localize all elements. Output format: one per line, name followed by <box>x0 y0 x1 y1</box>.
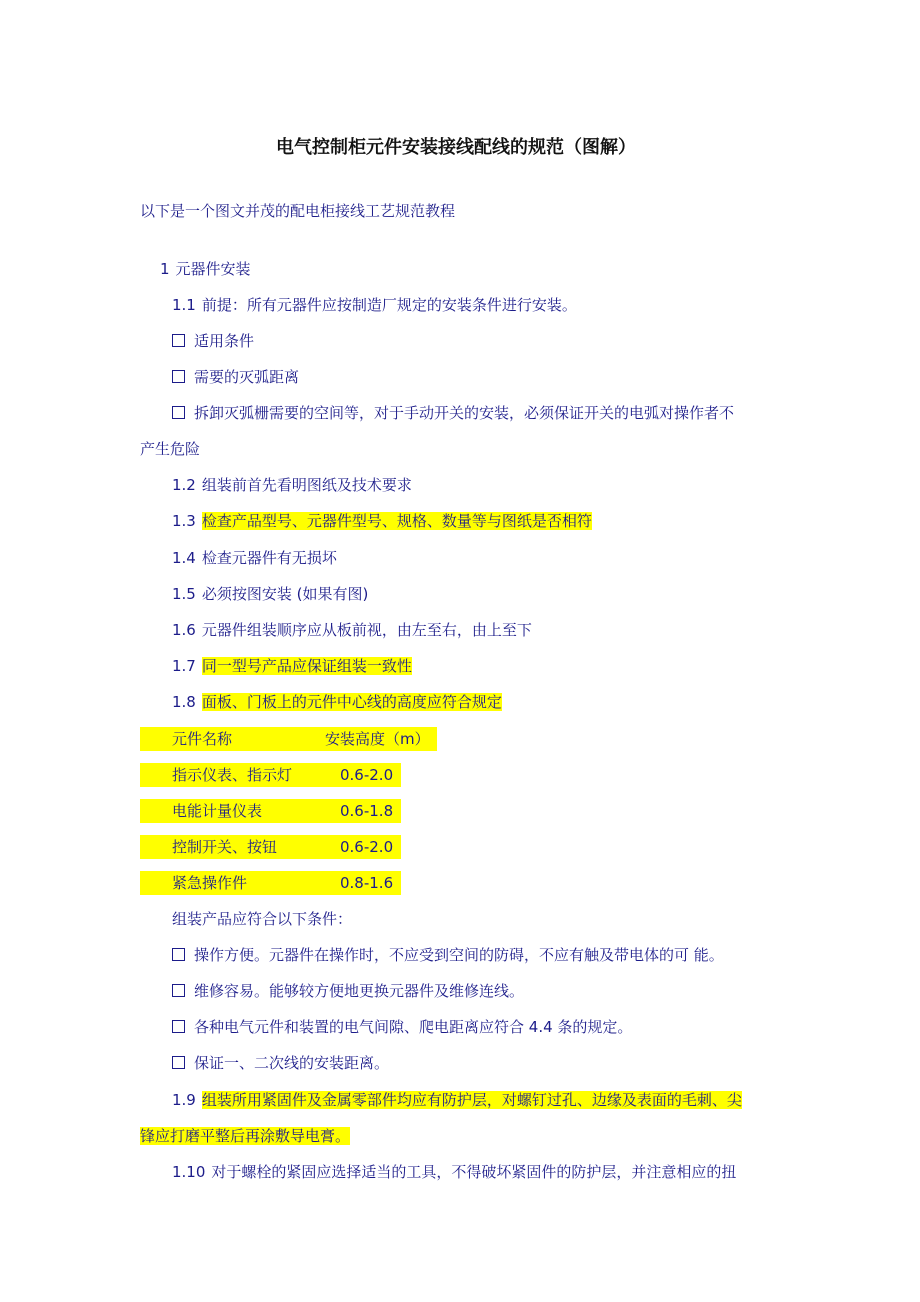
clause-1-9-continuation <box>140 1118 350 1154</box>
highlighted-text: 同一型号产品应保证组装一致性 <box>201 657 412 675</box>
list-item: 维修容易。能够较方便地更换元器件及维修连线。 <box>172 973 524 1009</box>
highlighted-text: 面板、门板上的元件中心线的高度应符合规定 <box>201 693 502 711</box>
clause-1-6: 1.6 元器件组装顺序应从板前视，由左至右，由上至下 <box>172 621 532 639</box>
checkbox-icon <box>172 1020 185 1033</box>
checkbox-icon <box>172 948 185 961</box>
clause-1-7: 1.7 同一型号产品应保证组装一致性 <box>172 657 412 675</box>
clause-1-9: 1.9 组装所用紧固件及金属零部件均应有防护层，对螺钉过孔、边缘及表面的毛刺、尖 <box>172 1091 742 1109</box>
list-item: 各种电气元件和装置的电气间隙、爬电距离应符合 4.4 条的规定。 <box>172 1009 632 1045</box>
clause-1-10: 1.10 对于螺栓的紧固应选择适当的工具，不得破坏紧固件的防护层，并注意相应的扭 <box>172 1163 737 1181</box>
section-heading: 1 元器件安装 <box>160 260 251 278</box>
list-item: 需要的灭弧距离 <box>172 359 299 395</box>
conditions-title: 组装产品应符合以下条件： <box>172 910 353 928</box>
clause-1-3: 1.3 检查产品型号、元器件型号、规格、数量等与图纸是否相符 <box>172 512 592 530</box>
clause-1-1: 1.1 前提：所有元器件应按制造厂规定的安装条件进行安装。 <box>172 296 577 314</box>
list-item: 操作方便。元器件在操作时，不应受到空间的防碍，不应有触及带电体的可 能。 <box>172 937 724 973</box>
clause-1-5: 1.5 必须按图安装 (如果有图) <box>172 585 369 603</box>
highlighted-text: 检查产品型号、元器件型号、规格、数量等与图纸是否相符 <box>201 512 592 530</box>
table-row: 紧急操作件 0.8-1.6 <box>140 871 401 895</box>
table-row: 指示仪表、指示灯 0.6-2.0 <box>140 763 401 787</box>
list-item: 适用条件 <box>172 323 254 359</box>
clause-1-2: 1.2 组装前首先看明图纸及技术要求 <box>172 476 412 494</box>
highlighted-text: 锋应打磨平整后再涂敷导电膏。 <box>140 1127 351 1145</box>
clause-1-8: 1.8 面板、门板上的元件中心线的高度应符合规定 <box>172 693 502 711</box>
highlighted-text: 组装所用紧固件及金属零部件均应有防护层，对螺钉过孔、边缘及表面的毛刺、尖 <box>201 1091 742 1109</box>
table-row: 电能计量仪表 0.6-1.8 <box>140 799 401 823</box>
table-header-row: 元件名称 安装高度（m） <box>140 727 437 751</box>
checkbox-icon <box>172 1056 185 1069</box>
checkbox-icon <box>172 406 185 419</box>
list-item: 保证一、二次线的安装距离。 <box>172 1045 389 1081</box>
checkbox-icon <box>172 334 185 347</box>
clause-1-4: 1.4 检查元器件有无损坏 <box>172 549 337 567</box>
checkbox-icon <box>172 370 185 383</box>
checkbox-icon <box>172 984 185 997</box>
table-row: 控制开关、按钮 0.6-2.0 <box>140 835 401 859</box>
list-item-continuation: 产生危险 <box>140 440 201 458</box>
intro-text: 以下是一个图文并茂的配电柜接线工艺规范教程 <box>140 202 456 220</box>
document-title: 电气控制柜元件安装接线配线的规范（图解） <box>276 137 636 158</box>
list-item: 拆卸灭弧栅需要的空间等，对于手动开关的安装，必须保证开关的电弧对操作者不 <box>172 395 734 431</box>
